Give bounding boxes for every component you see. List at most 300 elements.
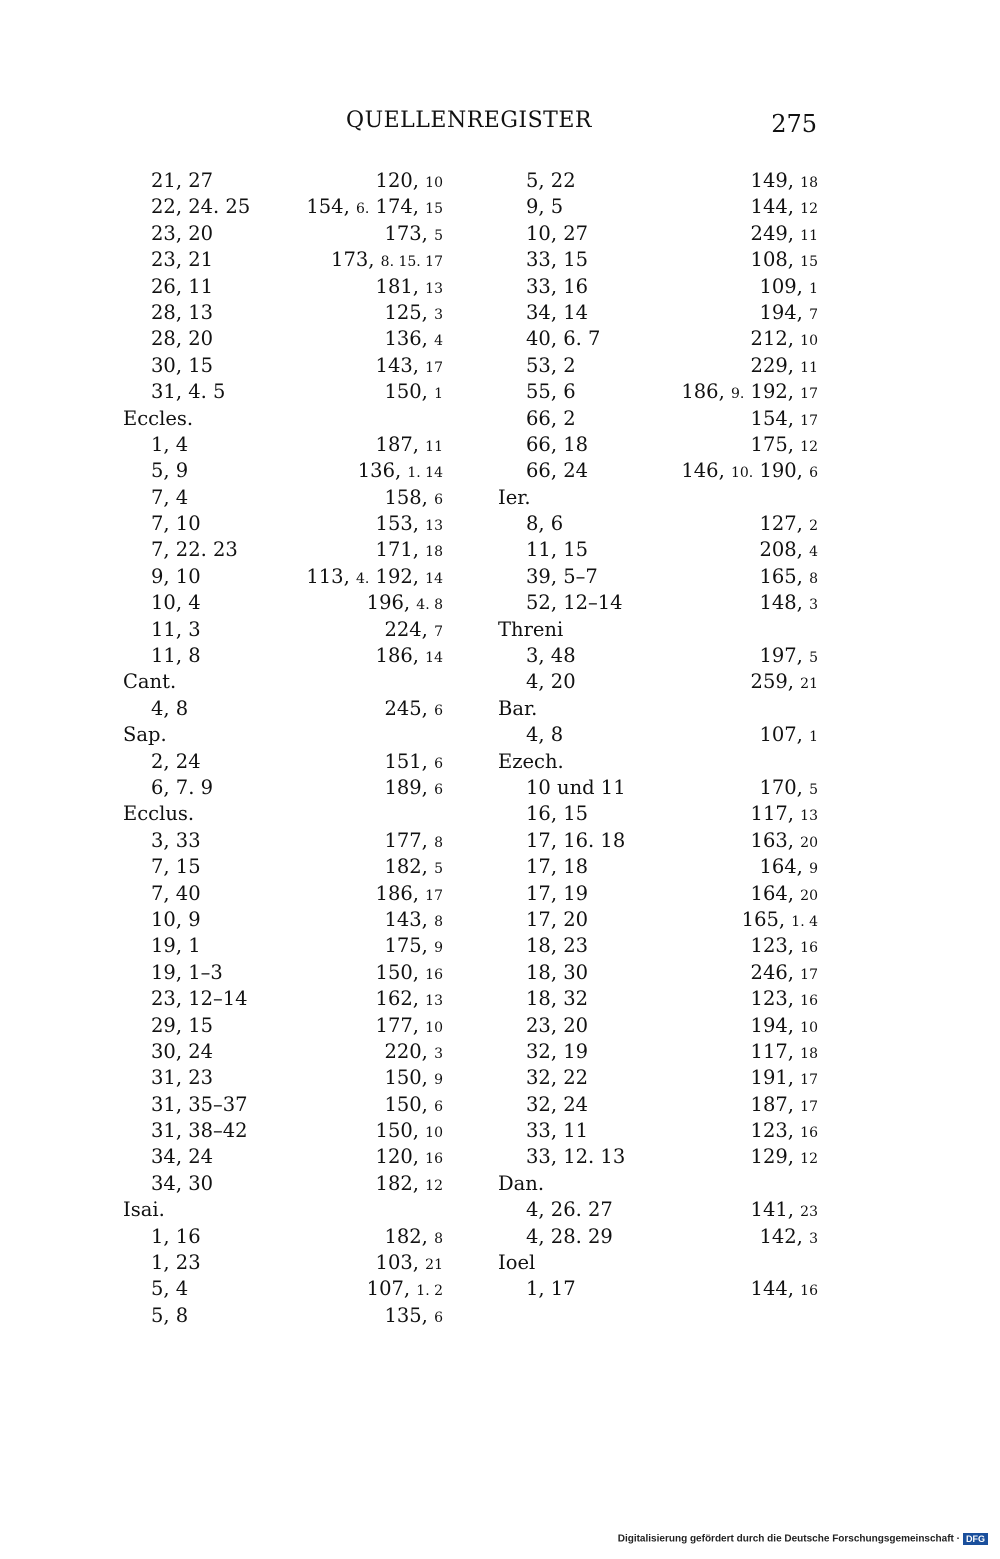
page-number-ref: 186, [375, 881, 426, 905]
line-number-ref: 6 [434, 491, 443, 508]
page-number-ref: 123, [750, 934, 801, 958]
verse-reference: 1, 17 [526, 1277, 576, 1301]
page-reference [759, 511, 818, 539]
index-entry [123, 643, 443, 669]
line-number-ref: 13 [425, 993, 443, 1010]
verse-reference: 66, 18 [526, 432, 589, 456]
index-entry [123, 1144, 443, 1170]
verse-reference: 7, 22. 23 [151, 538, 238, 562]
verse-reference: 23, 20 [526, 1013, 589, 1037]
page-reference [751, 933, 818, 961]
verse-reference: 23, 12–14 [151, 987, 248, 1011]
line-number-ref: 12 [800, 201, 818, 218]
line-number-ref: 7 [434, 623, 443, 640]
dfg-logo: DFG [963, 1533, 988, 1545]
line-number-ref: 11 [800, 227, 818, 244]
page-number-ref: 117, [750, 802, 801, 826]
verse-reference: 29, 15 [151, 1013, 214, 1037]
verse-reference: 34, 14 [526, 300, 589, 324]
line-number-ref: 8 [434, 913, 443, 930]
line-number-ref: 8 [434, 834, 443, 851]
book-name: Isai. [123, 1198, 165, 1222]
page-number-ref: 120, [375, 169, 426, 192]
page-number-ref: 154, [750, 406, 801, 430]
line-number-ref: 15 [800, 254, 818, 271]
line-number-ref: 17 [800, 386, 818, 403]
page-number-ref: 212, [750, 327, 801, 351]
page-reference [367, 1276, 443, 1304]
index-entry [123, 353, 443, 379]
index-entry [498, 722, 818, 748]
page-reference [376, 168, 443, 196]
index-entry [123, 749, 443, 775]
line-number-ref: 16 [425, 966, 443, 983]
book-heading [498, 749, 818, 775]
page-number-ref: 107, [366, 1277, 417, 1301]
page-reference [384, 485, 443, 513]
verse-reference: 66, 2 [526, 406, 576, 430]
page-reference [751, 1144, 818, 1172]
verse-reference: 18, 23 [526, 934, 589, 958]
verse-reference: 26, 11 [151, 274, 214, 298]
footer-text: Digitalisierung gefördert durch die Deutsche Forschungsgemeinschaft · [617, 1533, 960, 1545]
page-reference [759, 537, 818, 565]
page-number-ref: 153, [375, 512, 426, 536]
page-number-ref: 113, [306, 564, 356, 588]
index-entry [498, 828, 818, 854]
page-reference [751, 221, 818, 249]
page-number-ref: 150, [384, 380, 435, 404]
verse-reference: 32, 24 [526, 1092, 589, 1116]
page-reference [751, 194, 818, 222]
page-reference [306, 194, 443, 222]
page-number: 275 [771, 110, 817, 138]
index-entry [123, 1171, 443, 1197]
page-number-ref: 175, [750, 432, 801, 456]
line-number-ref: 2 [809, 518, 818, 535]
book-name: Threni [498, 617, 564, 641]
verse-reference: 2, 24 [151, 749, 201, 773]
verse-reference: 4, 26. 27 [526, 1198, 613, 1222]
page-number-ref: 150, [375, 960, 426, 984]
page-reference [751, 1013, 818, 1041]
page-number-ref: 182, [384, 855, 435, 879]
index-entry [123, 617, 443, 643]
line-number-ref: 13 [425, 518, 443, 535]
index-entry [498, 1224, 818, 1250]
page-reference [759, 722, 818, 750]
page-reference [384, 1224, 443, 1252]
page-reference [759, 300, 818, 328]
page-reference [751, 432, 818, 460]
index-entry [498, 775, 818, 801]
verse-reference: 23, 20 [151, 221, 214, 245]
page-number-ref: 125, [384, 300, 435, 324]
page-reference [751, 247, 818, 275]
page-reference [384, 828, 443, 856]
page-reference [751, 1197, 818, 1225]
verse-reference: 32, 19 [526, 1039, 589, 1063]
index-entry [498, 933, 818, 959]
index-entry [498, 1197, 818, 1223]
verse-reference: 3, 33 [151, 828, 201, 852]
line-number-ref: 16 [800, 1125, 818, 1142]
page-number-ref: 164, [750, 881, 801, 905]
page-reference [751, 801, 818, 829]
line-number-ref: 3 [434, 306, 443, 323]
page-number-ref: 181, [375, 274, 426, 298]
page-reference [751, 1276, 818, 1304]
page-number-ref: 194, [750, 1013, 801, 1037]
index-entry [123, 432, 443, 458]
page-reference [384, 1039, 443, 1067]
verse-reference: 28, 13 [151, 300, 214, 324]
line-number-ref: 5 [434, 227, 443, 244]
page-number-ref: 187, [750, 1092, 801, 1116]
verse-reference: 32, 22 [526, 1066, 589, 1090]
verse-reference: 6, 7. 9 [151, 775, 214, 799]
verse-reference: 11, 8 [151, 644, 201, 668]
line-number-ref: 17 [800, 1072, 818, 1089]
page-title: QUELLENREGISTER [346, 108, 592, 133]
page-number-ref: 245, [384, 696, 435, 720]
index-entry [123, 379, 443, 405]
page-reference [681, 379, 818, 407]
index-entry [498, 432, 818, 458]
line-number-ref: 15 [425, 201, 443, 218]
page-reference [751, 1092, 818, 1120]
index-entry [498, 1144, 818, 1170]
page-number-ref: 189, [384, 775, 435, 799]
verse-reference: 19, 1 [151, 934, 201, 958]
page-number-ref: 197, [759, 644, 810, 668]
page-reference [376, 643, 443, 671]
line-number-ref: 3 [434, 1045, 443, 1062]
index-entry [498, 353, 818, 379]
page-reference [384, 1303, 443, 1331]
page-number-ref: 224, [384, 617, 435, 641]
index-entry [498, 986, 818, 1012]
page-number-ref: 142, [759, 1224, 810, 1248]
page-reference [306, 564, 443, 592]
index-entry [123, 1039, 443, 1065]
index-entry [498, 1013, 818, 1039]
page-number-ref: 194, [759, 300, 810, 324]
index-entry [498, 537, 818, 563]
verse-reference: 5, 4 [151, 1277, 189, 1301]
line-number-ref: 1. 14 [407, 465, 443, 482]
book-name: Ecclus. [123, 802, 195, 826]
verse-reference: 23, 21 [151, 248, 214, 272]
line-number-ref: 10 [425, 1125, 443, 1142]
line-number-ref: 17 [425, 887, 443, 904]
page-number-ref: 182, [384, 1224, 435, 1248]
page-reference [751, 881, 818, 909]
line-number-ref: 20 [800, 834, 818, 851]
page-reference [759, 643, 818, 671]
page-number-ref: 123, [750, 1119, 801, 1143]
book-name: Dan. [498, 1171, 545, 1195]
line-number-ref: 6 [434, 755, 443, 772]
line-number-ref: 4 [809, 544, 818, 561]
book-name: Bar. [498, 696, 538, 720]
line-number-ref: 14 [425, 650, 443, 667]
page-reference [376, 881, 443, 909]
index-entry [123, 537, 443, 563]
digitization-credit [618, 1533, 988, 1545]
page-number-ref: 170, [759, 775, 810, 799]
line-number-ref: 9 [809, 861, 818, 878]
page-number-ref: 162, [375, 987, 426, 1011]
page-reference [384, 300, 443, 328]
line-number-ref: 13 [425, 280, 443, 297]
line-number-ref: 6 [434, 781, 443, 798]
index-entry [123, 564, 443, 590]
index-entry [498, 854, 818, 880]
page-reference [384, 907, 443, 935]
line-number-ref: 14 [425, 570, 443, 587]
line-number-ref: 18 [800, 175, 818, 191]
book-heading [123, 669, 443, 695]
page-number-ref: 123, [750, 987, 801, 1011]
page-reference [751, 1118, 818, 1146]
line-number-ref: 9 [434, 1072, 443, 1089]
verse-reference: 31, 38–42 [151, 1119, 248, 1143]
index-entry [123, 485, 443, 511]
page-reference [759, 854, 818, 882]
index-entry [498, 1276, 818, 1302]
index-entry [123, 696, 443, 722]
page-number-ref: 173, [331, 248, 381, 272]
index-entry [498, 406, 818, 432]
index-entry [123, 1250, 443, 1276]
line-number-ref: 6 [809, 465, 818, 482]
verse-reference: 16, 15 [526, 802, 589, 826]
page-number-ref: 143, [384, 907, 435, 931]
index-entry [498, 960, 818, 986]
verse-reference: 10, 9 [151, 907, 201, 931]
page-number-ref: 246, [750, 960, 801, 984]
page-reference [384, 854, 443, 882]
page-number-ref: 146, [681, 459, 731, 483]
line-number-ref: 9. [730, 386, 745, 403]
book-name: Cant. [123, 670, 177, 694]
page-number-ref: 117, [750, 1039, 801, 1063]
line-number-ref: 18 [800, 1045, 818, 1062]
verse-reference: 18, 32 [526, 987, 589, 1011]
page-number-ref: 164, [759, 855, 810, 879]
book-name: Sap. [123, 723, 167, 747]
index-entry [123, 1065, 443, 1091]
index-entry [498, 881, 818, 907]
page-reference [681, 458, 818, 486]
line-number-ref: 12 [425, 1177, 443, 1194]
line-number-ref: 10 [425, 175, 443, 191]
verse-reference: 7, 10 [151, 512, 201, 536]
index-entry [498, 511, 818, 537]
page-reference [376, 1250, 443, 1278]
verse-reference: 34, 24 [151, 1145, 214, 1169]
index-entry [498, 274, 818, 300]
book-heading [498, 1171, 818, 1197]
page-reference [759, 564, 818, 592]
page-number-ref: 149, [750, 169, 801, 192]
page-number-ref: 129, [750, 1145, 801, 1169]
line-number-ref: 6. [355, 201, 370, 218]
book-heading [498, 1250, 818, 1276]
index-entry [123, 458, 443, 484]
index-entry [123, 168, 443, 194]
index-entry [123, 828, 443, 854]
page-number-ref: 165, [759, 564, 810, 588]
line-number-ref: 1. 2 [416, 1283, 443, 1300]
page-number-ref: 109, [759, 274, 810, 298]
line-number-ref: 1 [809, 729, 818, 746]
page-number-ref: 127, [759, 512, 810, 536]
page-reference [376, 1118, 443, 1146]
page-number-ref: 249, [750, 221, 801, 245]
page-number-ref: 136, [357, 459, 408, 483]
page-number-ref: 186, [375, 644, 426, 668]
page-number-ref: 150, [375, 1119, 426, 1143]
page-reference [358, 458, 443, 486]
page-reference [376, 274, 443, 302]
page-number-ref: 107, [759, 723, 810, 747]
line-number-ref: 4. 8 [416, 597, 443, 614]
verse-reference: 4, 28. 29 [526, 1224, 613, 1248]
index-entry [498, 564, 818, 590]
page-number-ref: 141, [750, 1198, 801, 1222]
page-number-ref: 103, [375, 1251, 426, 1275]
line-number-ref: 10 [425, 1019, 443, 1036]
line-number-ref: 6 [434, 1098, 443, 1115]
verse-reference: 34, 30 [151, 1171, 214, 1195]
page-reference [751, 1039, 818, 1067]
index-entry [123, 1118, 443, 1144]
line-number-ref: 3 [809, 1230, 818, 1247]
verse-reference: 10 und 11 [526, 775, 626, 799]
line-number-ref: 20 [800, 887, 818, 904]
line-number-ref: 10 [800, 1019, 818, 1036]
line-number-ref: 8 [809, 570, 818, 587]
book-heading [123, 801, 443, 827]
index-entry [498, 1092, 818, 1118]
book-heading [498, 696, 818, 722]
verse-reference: 28, 20 [151, 327, 214, 351]
verse-reference: 19, 1–3 [151, 960, 223, 984]
verse-reference: 11, 3 [151, 617, 201, 641]
verse-reference: 33, 12. 13 [526, 1145, 626, 1169]
page-number-ref: 192, [744, 380, 801, 404]
page-number-ref: 171, [375, 538, 426, 562]
index-entry [123, 907, 443, 933]
book-name: Eccles. [123, 406, 194, 430]
verse-reference: 52, 12–14 [526, 591, 623, 615]
page-reference [384, 617, 443, 645]
page-reference [376, 1144, 443, 1172]
page-reference [367, 590, 443, 618]
index-entry [123, 1013, 443, 1039]
index-entry [498, 643, 818, 669]
page-reference [376, 1013, 443, 1041]
index-column-right [498, 168, 818, 1303]
index-entry [123, 881, 443, 907]
page-reference [384, 696, 443, 724]
verse-reference: 7, 15 [151, 855, 201, 879]
verse-reference: 8, 6 [526, 512, 564, 536]
page-reference [742, 907, 818, 935]
page-reference [759, 590, 818, 618]
page-reference [751, 406, 818, 434]
line-number-ref: 21 [425, 1257, 443, 1274]
page-number-ref: 150, [384, 1092, 435, 1116]
verse-reference: 31, 23 [151, 1066, 214, 1090]
book-name: Ier. [498, 485, 531, 509]
index-entry [498, 300, 818, 326]
verse-reference: 7, 40 [151, 881, 201, 905]
line-number-ref: 3 [809, 597, 818, 614]
index-entry [123, 986, 443, 1012]
line-number-ref: 1 [809, 280, 818, 297]
index-entry [123, 590, 443, 616]
line-number-ref: 6 [434, 1309, 443, 1326]
page-number-ref: 175, [384, 934, 435, 958]
page-number-ref: 196, [366, 591, 417, 615]
index-entry [498, 194, 818, 220]
page-reference [759, 775, 818, 803]
line-number-ref: 17 [800, 966, 818, 983]
page-reference [384, 775, 443, 803]
line-number-ref: 16 [800, 1283, 818, 1300]
page-reference [384, 326, 443, 354]
page-reference [759, 1224, 818, 1252]
page-reference [751, 986, 818, 1014]
index-entry [498, 168, 818, 194]
verse-reference: 21, 27 [151, 169, 214, 192]
index-entry [498, 590, 818, 616]
page-number-ref: 144, [750, 195, 801, 219]
page-reference [376, 511, 443, 539]
page-number-ref: 177, [375, 1013, 426, 1037]
line-number-ref: 4. [355, 570, 370, 587]
page-number-ref: 148, [759, 591, 810, 615]
index-entry [123, 775, 443, 801]
page-number-ref: 136, [384, 327, 435, 351]
verse-reference: 31, 4. 5 [151, 380, 226, 404]
page-reference [751, 168, 818, 196]
index-entry [498, 458, 818, 484]
index-entry [123, 247, 443, 273]
line-number-ref: 17 [425, 359, 443, 376]
verse-reference: 33, 11 [526, 1119, 589, 1143]
page-number-ref: 174, [369, 195, 426, 219]
page-number-ref: 186, [681, 380, 731, 404]
verse-reference: 40, 6. 7 [526, 327, 601, 351]
line-number-ref: 12 [800, 1151, 818, 1168]
index-column-left [123, 168, 443, 1329]
line-number-ref: 1 [434, 386, 443, 403]
verse-reference: 9, 10 [151, 564, 201, 588]
page-reference [751, 1065, 818, 1093]
line-number-ref: 8 [434, 1230, 443, 1247]
line-number-ref: 1. 4 [791, 913, 818, 930]
page-number-ref: 120, [375, 1145, 426, 1169]
index-entry [498, 1065, 818, 1091]
page-number-ref: 163, [750, 828, 801, 852]
book-name: Ioel [498, 1251, 536, 1275]
verse-reference: 10, 4 [151, 591, 201, 615]
page-reference [384, 1065, 443, 1093]
